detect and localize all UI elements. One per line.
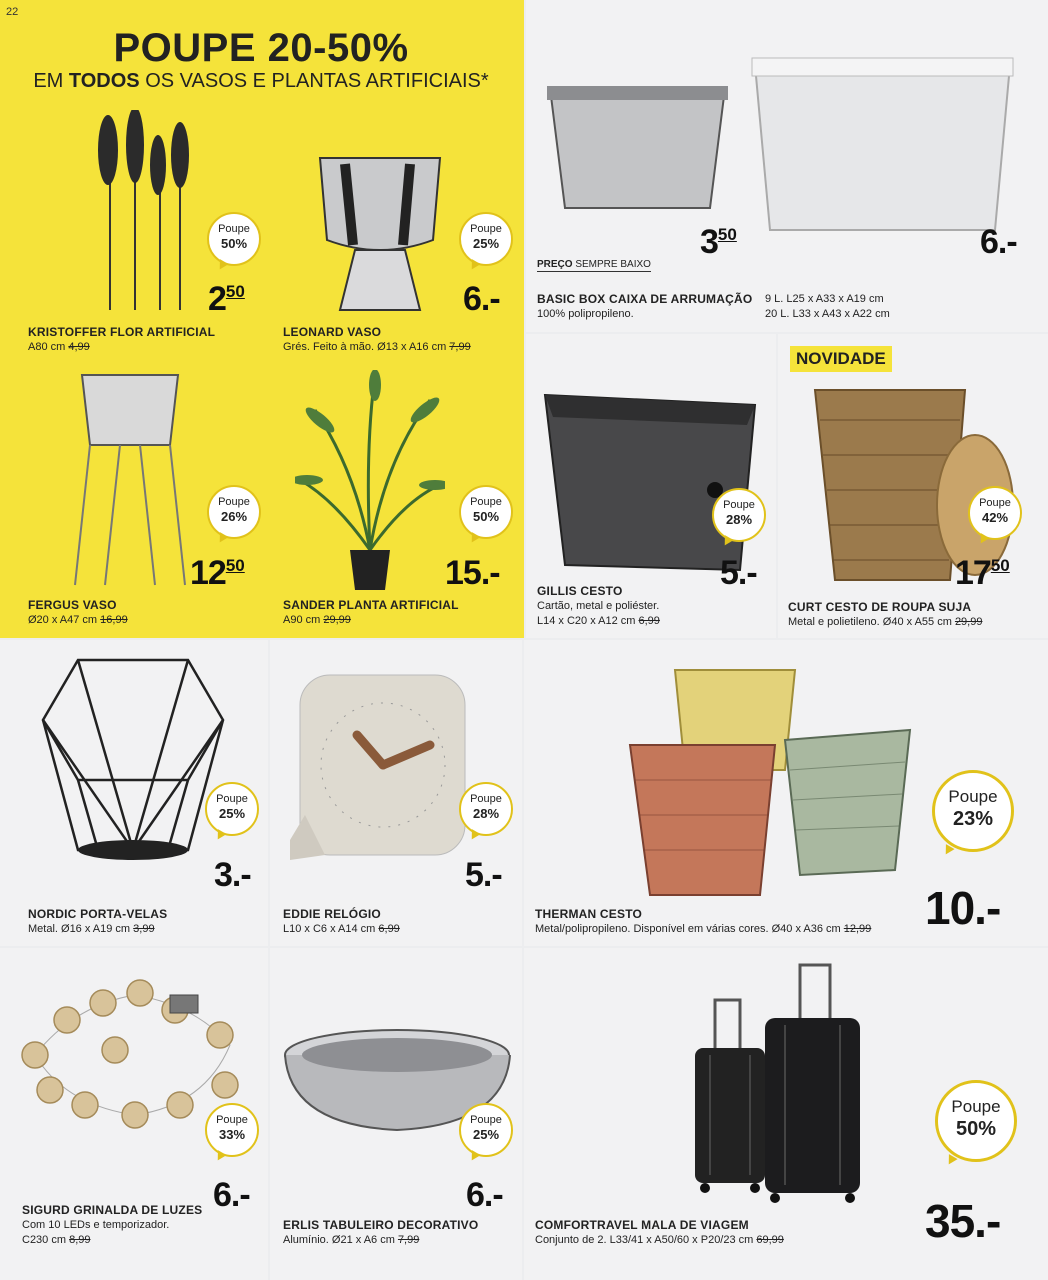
promo-headline xyxy=(0,28,522,94)
novidade-label: NOVIDADE xyxy=(790,346,892,372)
save-badge-sigurd: Poupe 33% xyxy=(205,1103,259,1157)
leonard-vase-image xyxy=(315,150,445,320)
page-number: 22 xyxy=(6,6,19,18)
therman-baskets-image xyxy=(625,650,925,900)
save-badge-fergus: Poupe 26% xyxy=(207,485,261,539)
gillis-basket-image xyxy=(535,385,765,580)
product-desc-sigurd-2: C230 cm 8,99 xyxy=(22,1234,91,1246)
price-basicbox-large: 6.- xyxy=(980,223,1017,261)
price-therman: 10.- xyxy=(925,882,1001,934)
product-name-sigurd: SIGURD GRINALDA DE LUZES xyxy=(22,1203,203,1217)
save-badge-sander: Poupe 50% xyxy=(459,485,513,539)
save-badge-therman: Poupe 23% xyxy=(932,770,1014,852)
price-fergus: $12^{50}$ xyxy=(190,554,245,592)
price-eddie: 5.- xyxy=(465,856,502,894)
price-leonard: 6.- xyxy=(463,280,500,318)
fergus-vase-image xyxy=(70,370,190,590)
eddie-clock-image xyxy=(285,665,470,865)
product-desc-gillis-2: L14 x C20 x A12 cm 6,99 xyxy=(537,615,660,627)
price-basicbox-small: $3^{50}$ xyxy=(700,223,737,261)
product-spec-basicbox-9l: 9 L. L25 x A33 x A19 cm xyxy=(765,293,884,305)
price-gillis: 5.- xyxy=(720,554,757,592)
product-name-kristoffer: KRISTOFFER FLOR ARTIFICIAL xyxy=(28,325,216,339)
product-name-fergus: FERGUS VASO xyxy=(28,598,117,612)
price-comfortravel: 35.- xyxy=(925,1195,1001,1247)
product-name-gillis: GILLIS CESTO xyxy=(537,584,623,598)
save-badge-gillis: Poupe 28% xyxy=(712,488,766,542)
save-badge-comfortravel: Poupe 50% xyxy=(935,1080,1017,1162)
storage-box-small-image xyxy=(545,78,730,218)
product-desc-sigurd-1: Com 10 LEDs e temporizador. xyxy=(22,1219,170,1231)
sander-plant-image xyxy=(295,370,445,592)
price-tag-sempre-baixo: PREÇO SEMPRE BAIXO xyxy=(537,259,651,270)
product-desc-gillis-1: Cartão, metal e poliéster. xyxy=(537,600,660,612)
product-desc-therman: Metal/polipropileno. Disponível em várias cores. Ø40 x A36 cm 12,99 xyxy=(535,923,872,935)
product-desc-curt: Metal e polietileno. Ø40 x A55 cm 29,99 xyxy=(788,616,983,628)
product-desc-basicbox: 100% polipropileno. xyxy=(537,308,634,320)
product-name-nordic: NORDIC PORTA-VELAS xyxy=(28,907,168,921)
price-nordic: 3.- xyxy=(214,856,251,894)
price-kristoffer: $2^{50}$ xyxy=(208,280,245,318)
product-desc-leonard: Grés. Feito à mão. Ø13 x A16 cm 7,99 xyxy=(283,341,471,353)
price-sigurd: 6.- xyxy=(213,1176,250,1214)
save-badge-kristoffer: Poupe 50% xyxy=(207,212,261,266)
price-erlis: 6.- xyxy=(466,1176,503,1214)
comfortravel-suitcases-image xyxy=(690,960,865,1205)
product-name-leonard: LEONARD VASO xyxy=(283,325,382,339)
product-name-comfortravel: COMFORTRAVEL MALA DE VIAGEM xyxy=(535,1218,749,1232)
product-desc-nordic: Metal. Ø16 x A19 cm 3,99 xyxy=(28,923,155,935)
pampas-grass-image xyxy=(80,110,200,320)
price-sander: 15.- xyxy=(445,554,500,592)
product-desc-kristoffer: A80 cm 4,99 xyxy=(28,341,90,353)
save-badge-nordic: Poupe 25% xyxy=(205,782,259,836)
product-spec-basicbox-20l: 20 L. L33 x A43 x A22 cm xyxy=(765,308,890,320)
product-desc-fergus: Ø20 x A47 cm 16,99 xyxy=(28,614,128,626)
save-badge-eddie: Poupe 28% xyxy=(459,782,513,836)
save-badge-leonard: Poupe 25% xyxy=(459,212,513,266)
product-name-erlis: ERLIS TABULEIRO DECORATIVO xyxy=(283,1218,479,1232)
product-desc-erlis: Alumínio. Ø21 x A6 cm 7,99 xyxy=(283,1234,420,1246)
product-name-therman: THERMAN CESTO xyxy=(535,907,643,921)
nordic-candle-holder-image xyxy=(38,650,228,870)
product-name-sander: SANDER PLANTA ARTIFICIAL xyxy=(283,598,459,612)
product-desc-comfortravel: Conjunto de 2. L33/41 x A50/60 x P20/23 cm 69,99 xyxy=(535,1234,784,1246)
product-name-eddie: EDDIE RELÓGIO xyxy=(283,907,381,921)
product-desc-eddie: L10 x C6 x A14 cm 6,99 xyxy=(283,923,400,935)
headline-subtitle: EM TODOS OS VASOS E PLANTAS ARTIFICIAIS* xyxy=(33,70,489,92)
headline-title: POUPE 20-50% xyxy=(113,26,409,70)
save-badge-curt: Poupe 42% xyxy=(968,486,1022,540)
save-badge-erlis: Poupe 25% xyxy=(459,1103,513,1157)
product-name-basicbox: BASIC BOX CAIXA DE ARRUMAÇÃO xyxy=(537,292,753,306)
price-curt: $17^{50}$ xyxy=(955,554,1010,592)
product-desc-sander: A90 cm 29,99 xyxy=(283,614,351,626)
storage-box-large-image xyxy=(750,50,1015,240)
product-name-curt: CURT CESTO DE ROUPA SUJA xyxy=(788,600,972,614)
